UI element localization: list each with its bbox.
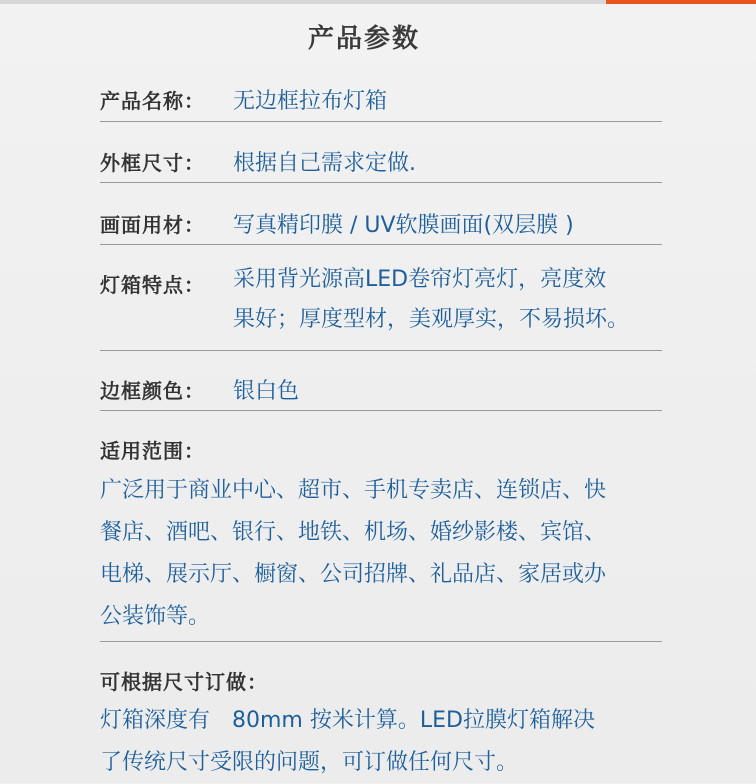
custom-line: 灯箱深度有 80mm 按米计算。LED拉膜灯箱解决: [100, 708, 595, 733]
usage-text: [100, 470, 662, 638]
divider: [100, 350, 662, 351]
custom-label: 可根据尺寸订做：: [100, 670, 268, 694]
usage-line: 餐店、酒吧、银行、地铁、机场、婚纱影楼、宾馆、: [100, 520, 607, 545]
spec-label-frame-size: 外框尺寸：: [100, 151, 205, 175]
spec-label-features: 灯箱特点：: [100, 273, 205, 297]
usage-line: 广泛用于商业中心、超市、手机专卖店、连锁店、快: [100, 478, 607, 503]
top-accent-bar: [606, 0, 756, 4]
divider: [100, 182, 662, 183]
features-line: 果好；厚度型材，美观厚实，不易损坏。: [233, 307, 630, 332]
spec-label-frame-color: 边框颜色：: [100, 379, 205, 403]
spec-value-frame-color: 银白色: [233, 379, 300, 404]
usage-line: 公装饰等。: [100, 604, 211, 629]
usage-line: 电梯、展示厅、橱窗、公司招牌、礼品店、家居或办: [100, 562, 607, 587]
spec-value-frame-size: 根据自己需求定做.: [233, 151, 416, 176]
usage-label: 适用范围：: [100, 439, 205, 463]
custom-text: [100, 700, 662, 784]
divider: [100, 244, 662, 245]
spec-value-product-name: 无边框拉布灯箱: [233, 89, 388, 114]
spec-label-product-name: 产品名称：: [100, 89, 205, 113]
features-line: 采用背光源高LED卷帘灯亮灯，亮度效: [233, 267, 607, 292]
spec-value-material: 写真精印膜 / UV软膜画面(双层膜 ): [233, 213, 574, 238]
page-title: 产品参数: [307, 24, 420, 54]
custom-line: 了传统尺寸受限的问题，可订做任何尺寸。: [100, 750, 519, 775]
spec-value-features: [233, 260, 673, 340]
divider: [100, 410, 662, 411]
divider: [100, 121, 662, 122]
divider: [100, 641, 662, 642]
spec-label-material: 画面用材：: [100, 213, 205, 237]
